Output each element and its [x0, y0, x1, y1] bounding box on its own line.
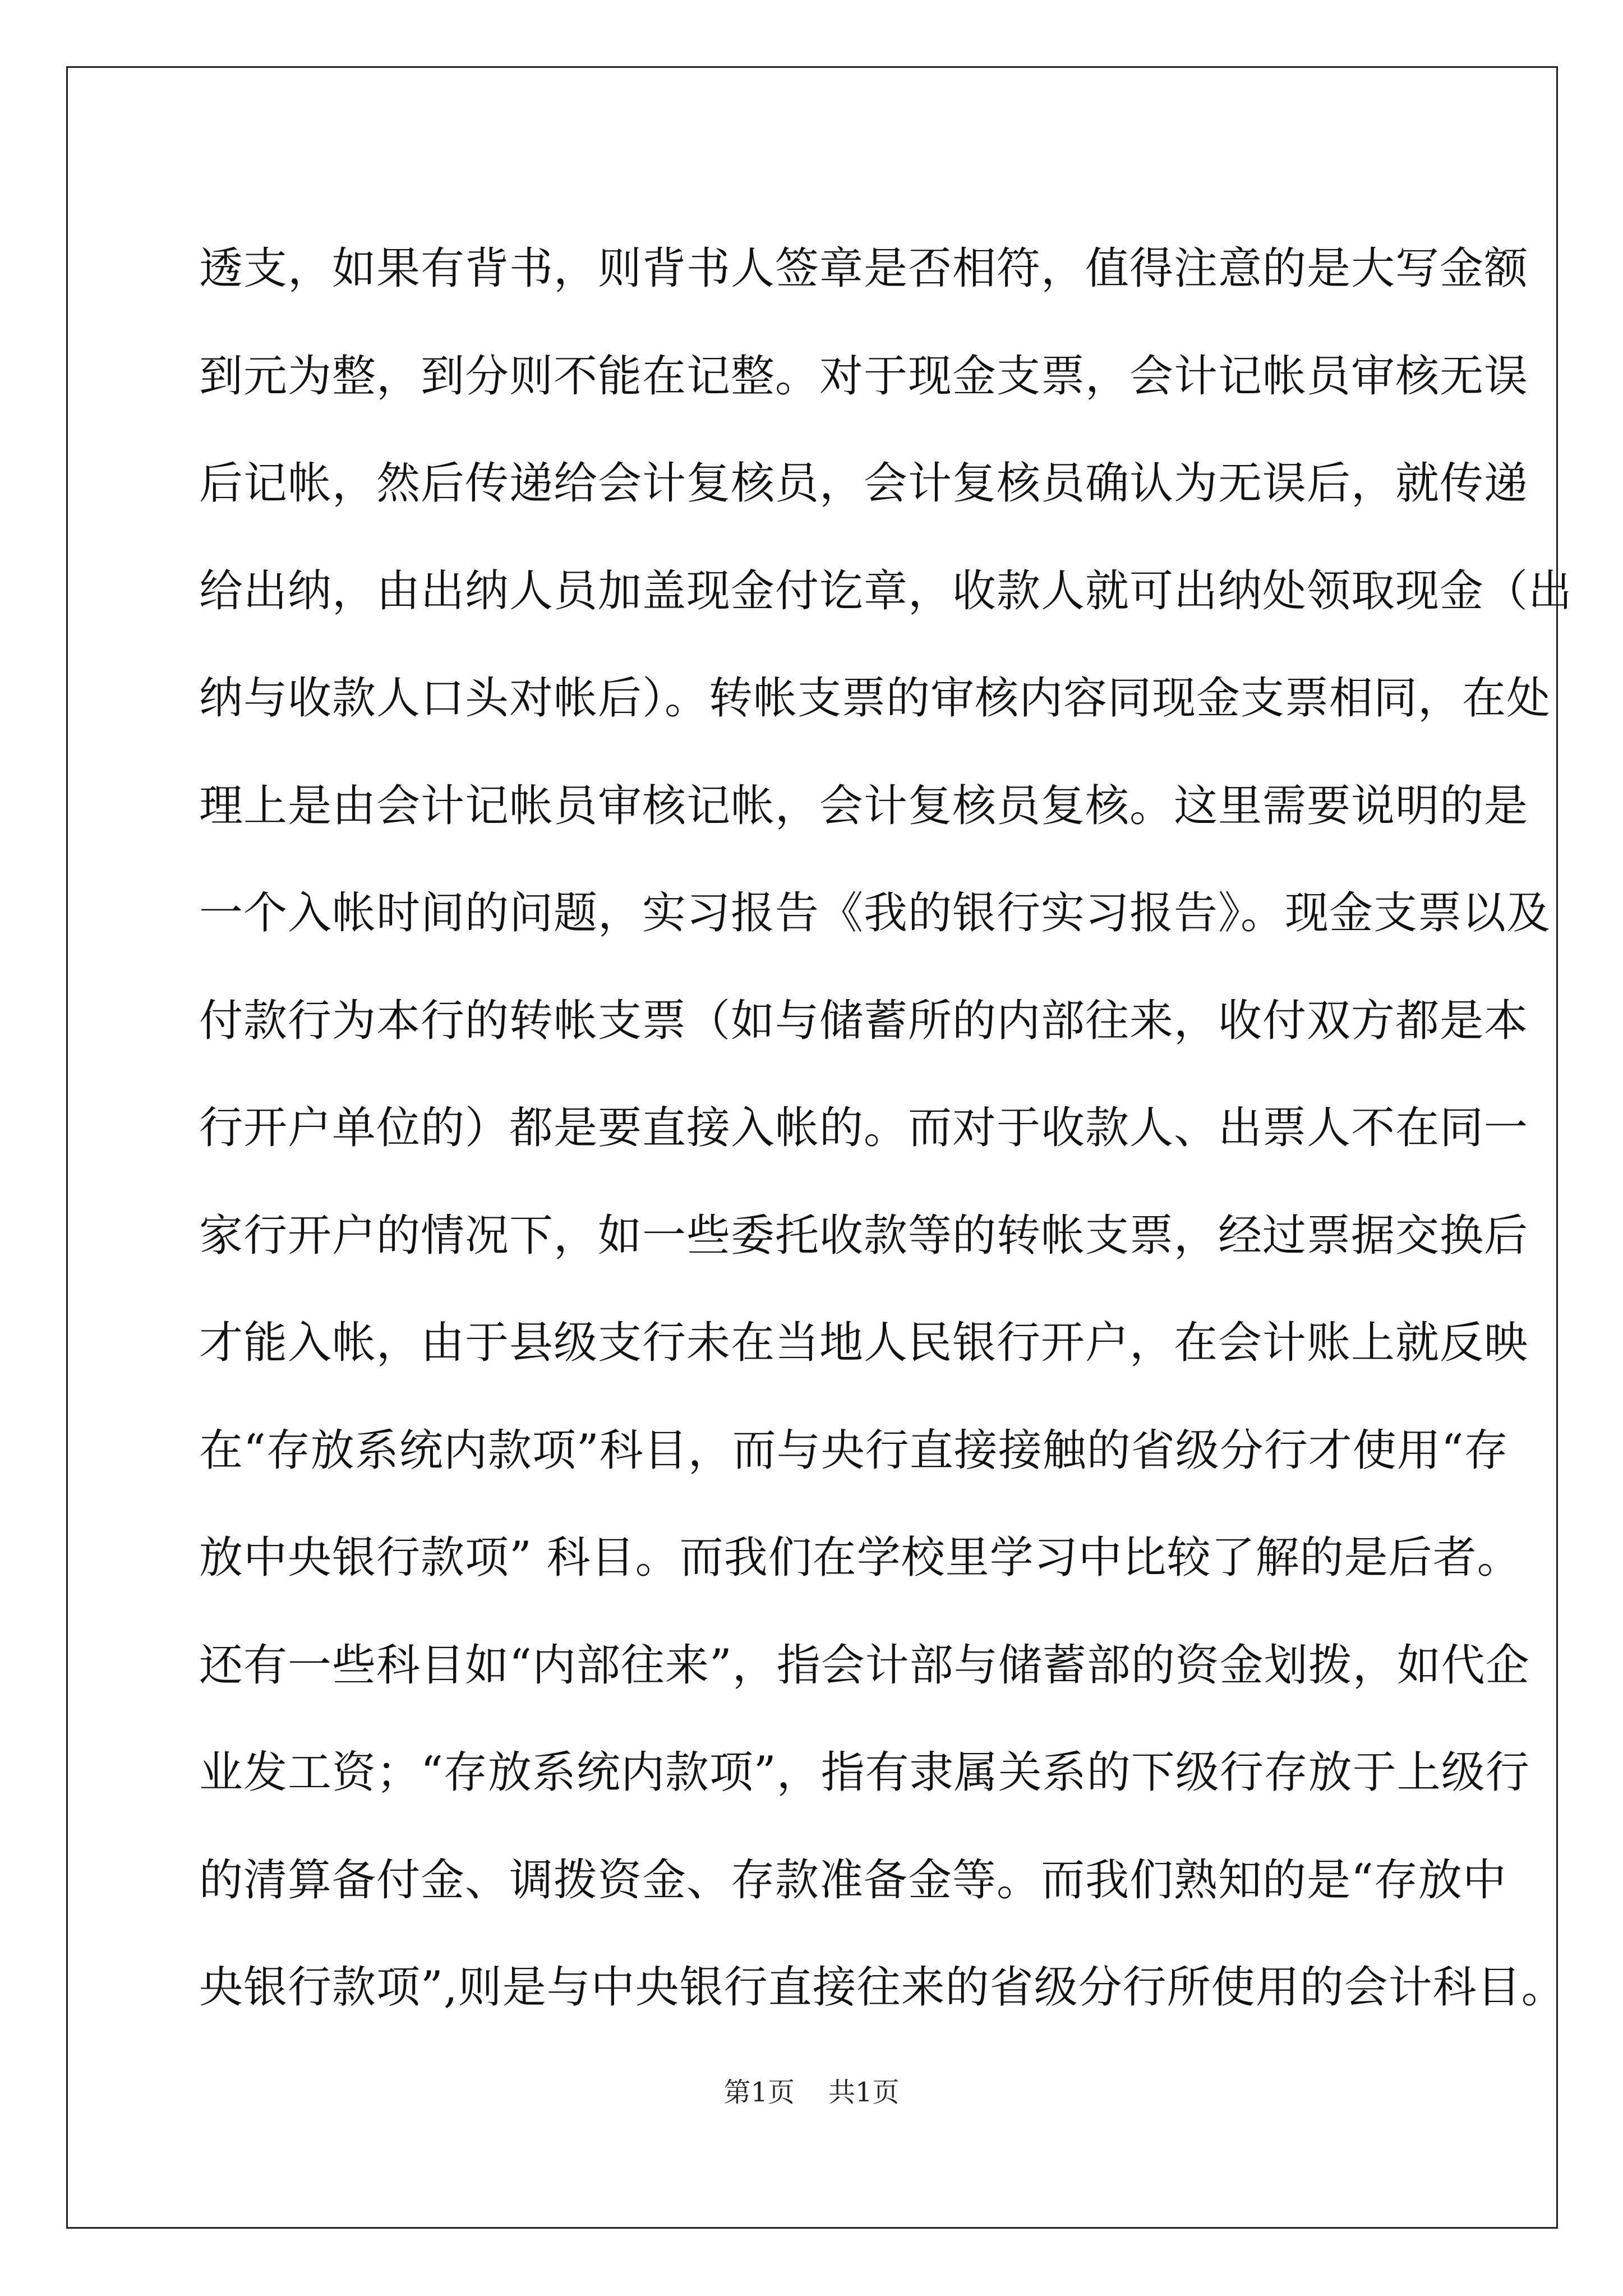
- text-line: 行开户单位的）都是要直接入帐的。而对于收款人、出票人不在同一: [199, 1103, 1529, 1153]
- text-line: 后记帐，然后传递给会计复核员，会计复核员确认为无误后，就传递: [199, 458, 1529, 509]
- text-line: 纳与收款人口头对帐后）。转帐支票的审核内容同现金支票相同，在处: [199, 673, 1551, 724]
- text-line: 一个入帐时间的问题，实习报告《我的银行实习报告》。现金支票以及: [199, 888, 1551, 938]
- text-line: 在“存放系统内款项”科目，而与央行直接接触的省级分行才使用“存: [199, 1425, 1509, 1476]
- page-number: 第1页: [723, 2077, 795, 2108]
- page-footer: [0, 2076, 1623, 2109]
- text-line: 央银行款项”,则是与中央银行直接往来的省级分行所使用的会计科目。: [199, 1962, 1566, 2013]
- text-line: 还有一些科目如“内部往来”，指会计部与储蓄部的资金划拨，如代企: [199, 1640, 1530, 1691]
- document-body: [199, 215, 1573, 2042]
- text-line: 理上是由会计记帐员审核记帐，会计复核员复核。这里需要说明的是: [199, 780, 1529, 831]
- text-line: 到元为整，到分则不能在记整。对于现金支票，会计记帐员审核无误: [199, 351, 1529, 402]
- text-line: 业发工资；“存放系统内款项”，指有隶属关系的下级行存放于上级行: [199, 1747, 1530, 1798]
- text-line: 透支，如果有背书，则背书人签章是否相符，值得注意的是大写金额: [199, 243, 1529, 294]
- text-line: 家行开户的情况下，如一些委托收款等的转帐支票，经过票据交换后: [199, 1210, 1529, 1261]
- text-line: 付款行为本行的转帐支票（如与储蓄所的内部往来，收付双方都是本: [199, 995, 1529, 1046]
- text-line: 才能入帐，由于县级支行未在当地人民银行开户，在会计账上就反映: [199, 1318, 1529, 1368]
- text-line: 放中央银行款项” 科目。而我们在学校里学习中比较了解的是后者。: [199, 1533, 1521, 1583]
- page-total: 共1页: [828, 2077, 900, 2108]
- text-line: 给出纳，由出纳人员加盖现金付讫章，收款人就可出纳处领取现金（出: [199, 565, 1573, 616]
- text-line: 的清算备付金、调拨资金、存款准备金等。而我们熟知的是“存放中: [199, 1855, 1507, 1906]
